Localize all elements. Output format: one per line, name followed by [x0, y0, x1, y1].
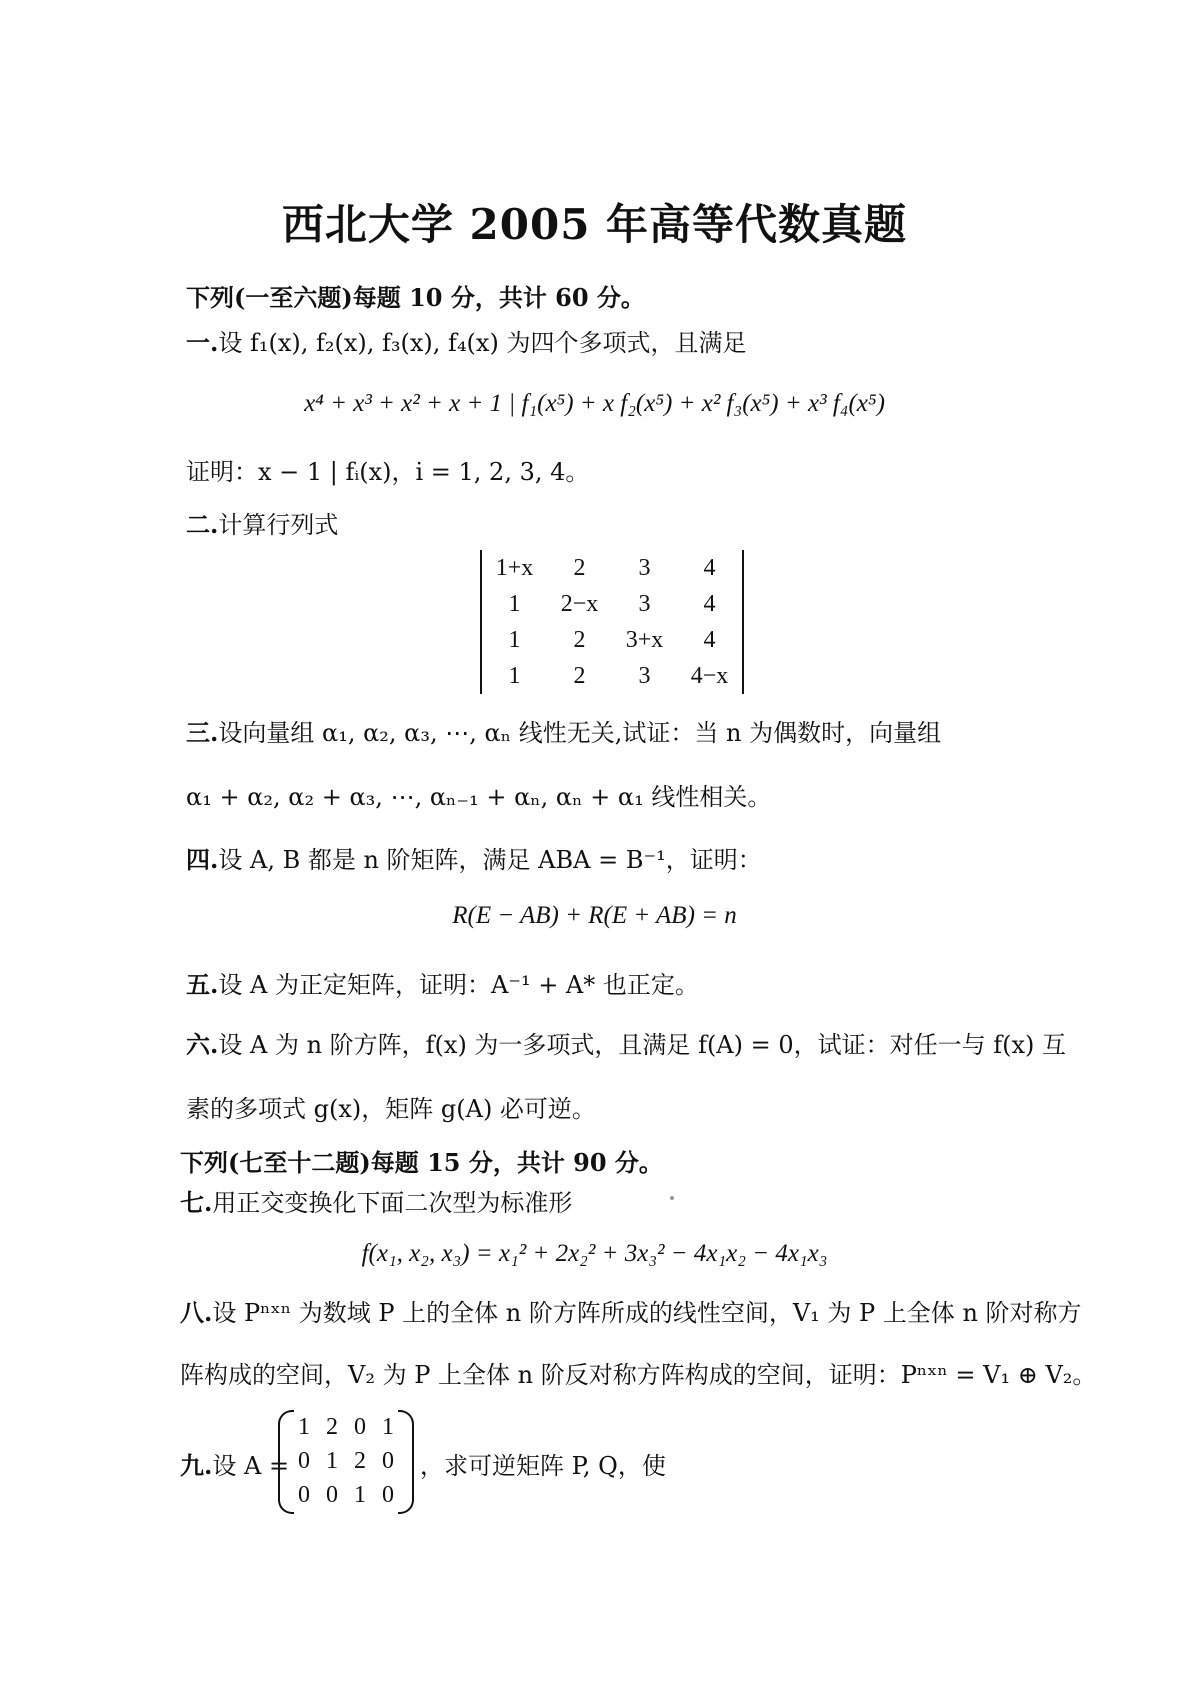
- question-4-equation: R(E − AB) + R(E + AB) = n: [452, 902, 737, 929]
- question-text: 用正交变换化下面二次型为标准形: [212, 1189, 573, 1217]
- question-number: 三.: [186, 718, 219, 747]
- matrix-row: [290, 1478, 402, 1512]
- question-text: 设 A, B 都是 n 阶矩阵，满足 ABA = B⁻¹，证明：: [218, 846, 762, 874]
- matrix-cell: 0: [354, 1413, 366, 1440]
- question-number: 二.: [186, 510, 219, 539]
- question-8: [180, 1293, 1082, 1328]
- determinant-cell: 3+x: [625, 626, 664, 653]
- matrix-row: [290, 1410, 402, 1444]
- matrix-cell: 0: [298, 1447, 310, 1474]
- question-text: 设 A 为正定矩阵，证明：A⁻¹ + A* 也正定。: [218, 971, 699, 999]
- question-4: [186, 840, 762, 875]
- determinant-cell: 4: [703, 590, 716, 617]
- matrix-row: [290, 1444, 402, 1478]
- matrix-cell: 1: [298, 1413, 310, 1440]
- question-number: 五.: [186, 970, 219, 999]
- question-7: [180, 1183, 572, 1218]
- question-number: 七.: [180, 1188, 213, 1217]
- question-text: 设向量组 α₁, α₂, α₃, ⋯, αₙ 线性无关,试证：当 n 为偶数时，向量组: [218, 719, 942, 747]
- determinant-cell: 4−x: [690, 662, 729, 689]
- determinant-cell: 1: [508, 626, 521, 653]
- determinant-row: [482, 658, 742, 694]
- determinant-cell: 1+x: [495, 554, 534, 581]
- page-title: 西北大学 2005 年高等代数真题: [281, 200, 908, 249]
- matrix-cell: 1: [326, 1447, 338, 1474]
- question-9-suffix: ，求可逆矩阵 P, Q，使: [420, 1452, 666, 1480]
- determinant-cell: 2: [573, 626, 586, 653]
- matrix-cell: 1: [382, 1413, 394, 1440]
- section-heading-2: 下列(七至十二题)每题 15 分，共计 90 分。: [180, 1148, 663, 1177]
- question-text: 设 Pⁿˣⁿ 为数域 P 上的全体 n 阶方阵所成的线性空间，V₁ 为 P 上全体 n 阶对称方: [212, 1299, 1082, 1327]
- question-number: 一.: [186, 328, 219, 357]
- question-text: 设 A 为 n 阶方阵，f(x) 为一多项式，且满足 f(A) = 0，试证：对任一与 f(x) 互: [218, 1031, 1067, 1059]
- matrix-cell: 0: [298, 1481, 310, 1508]
- question-3-line-2: α₁ + α₂, α₂ + α₃, ⋯, αₙ₋₁ + αₙ, αₙ + α₁ 线性相关。: [186, 783, 772, 811]
- matrix-cell: 1: [354, 1481, 366, 1508]
- determinant-cell: 3: [638, 554, 651, 581]
- determinant-cell: 1: [508, 590, 521, 617]
- question-number: 九.: [180, 1451, 213, 1480]
- scan-speck: [670, 1196, 674, 1200]
- matrix-cell: 2: [326, 1413, 338, 1440]
- determinant-row: [482, 622, 742, 658]
- question-text: 设 f₁(x), f₂(x), f₃(x), f₄(x) 为四个多项式，且满足: [218, 329, 747, 357]
- determinant-cell: 4: [703, 554, 716, 581]
- right-parenthesis: [398, 1410, 414, 1514]
- question-6-line-2: 素的多项式 g(x)，矩阵 g(A) 必可逆。: [186, 1095, 596, 1123]
- question-6: [186, 1025, 1066, 1060]
- determinant-cell: 2: [573, 662, 586, 689]
- question-3: [186, 713, 941, 748]
- question-number: 八.: [180, 1298, 213, 1327]
- determinant-row: [482, 550, 742, 586]
- matrix-cell: 0: [382, 1481, 394, 1508]
- question-2: [186, 505, 338, 540]
- matrix-cell: 0: [326, 1481, 338, 1508]
- determinant-cell: 3: [638, 590, 651, 617]
- question-9: [180, 1446, 289, 1481]
- question-1: [186, 323, 746, 358]
- question-5: [186, 965, 699, 1000]
- question-7-equation: f(x₁, x₂, x₃) = x₁² + 2x₂² + 3x₃² − 4x₁x₂ − 4x₁x₃: [361, 1240, 828, 1267]
- matrix-table: [290, 1410, 402, 1512]
- determinant-cell: 2−x: [560, 590, 599, 617]
- determinant-table: [482, 550, 742, 694]
- determinant-cell: 3: [638, 662, 651, 689]
- determinant-cell: 4: [703, 626, 716, 653]
- section-heading-1: 下列(一至六题)每题 10 分，共计 60 分。: [186, 283, 645, 312]
- matrix-cell: 0: [382, 1447, 394, 1474]
- question-text: 设 A =: [212, 1452, 290, 1480]
- question-8-line-2: 阵构成的空间，V₂ 为 P 上全体 n 阶反对称方阵构成的空间，证明：Pⁿˣⁿ = V₁ ⊕ V₂。: [180, 1361, 1097, 1389]
- matrix-a: [278, 1410, 414, 1512]
- question-number: 四.: [186, 845, 219, 874]
- determinant-row: [482, 586, 742, 622]
- determinant-cell: 2: [573, 554, 586, 581]
- question-1-proof: 证明：x − 1 | fᵢ(x)，i = 1, 2, 3, 4。: [186, 458, 590, 486]
- determinant-cell: 1: [508, 662, 521, 689]
- matrix-cell: 2: [354, 1447, 366, 1474]
- question-text: 计算行列式: [218, 511, 339, 539]
- question-1-equation: x⁴ + x³ + x² + x + 1 | f₁(x⁵) + x f₂(x⁵) + x² f₃(x⁵) + x³ f₄(x⁵): [304, 390, 885, 417]
- question-number: 六.: [186, 1030, 219, 1059]
- determinant: [480, 550, 744, 694]
